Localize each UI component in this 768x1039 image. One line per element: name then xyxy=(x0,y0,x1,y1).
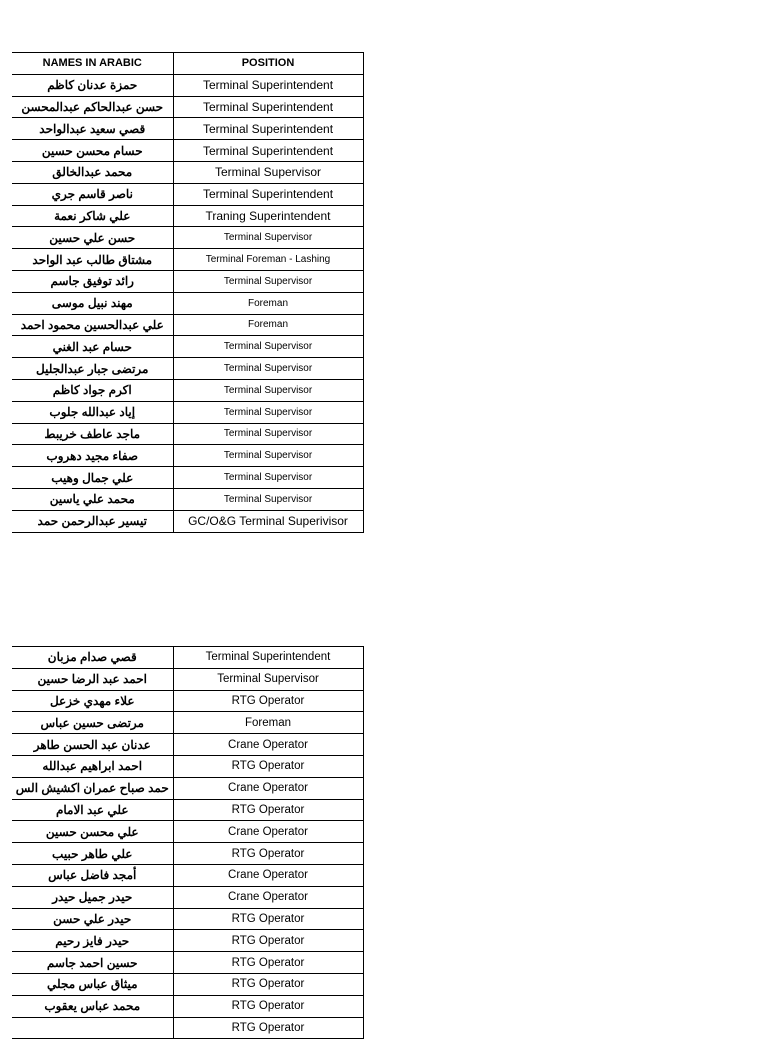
arabic-name-cell: علي محسن حسين xyxy=(12,821,173,843)
arabic-name-cell: احمد عبد الرضا حسين xyxy=(12,668,173,690)
table-row xyxy=(12,336,363,358)
position-cell: Terminal Supervisor xyxy=(173,423,363,445)
table-row xyxy=(12,908,363,930)
names-column-header: NAMES IN ARABIC xyxy=(12,53,173,75)
position-cell: Terminal Supervisor xyxy=(173,336,363,358)
arabic-name-cell: عدنان عبد الحسن طاهر xyxy=(12,734,173,756)
table-row xyxy=(12,995,363,1017)
position-cell: Terminal Supervisor xyxy=(173,358,363,380)
table-row xyxy=(12,423,363,445)
arabic-name-cell: محمد علي ياسين xyxy=(12,488,173,510)
table-row xyxy=(12,690,363,712)
arabic-name-cell: ماجد عاطف خريبط xyxy=(12,423,173,445)
arabic-name-cell: ناصر قاسم جري xyxy=(12,183,173,205)
arabic-name-cell: صفاء مجيد دهروب xyxy=(12,445,173,467)
arabic-name-cell: علي عبد الامام xyxy=(12,799,173,821)
position-cell: RTG Operator xyxy=(173,690,363,712)
table-row xyxy=(12,755,363,777)
arabic-name-cell: قصي سعيد عبدالواحد xyxy=(12,118,173,140)
table-row xyxy=(12,292,363,314)
table-row xyxy=(12,821,363,843)
position-cell: RTG Operator xyxy=(173,930,363,952)
position-cell: Terminal Superintendent xyxy=(173,74,363,96)
arabic-name-cell: مرتضى جبار عبدالجليل xyxy=(12,358,173,380)
table-row xyxy=(12,777,363,799)
table-row xyxy=(12,401,363,423)
position-cell: RTG Operator xyxy=(173,952,363,974)
arabic-name-cell: علي جمال وهيب xyxy=(12,467,173,489)
arabic-name-cell: حيدر علي حسن xyxy=(12,908,173,930)
table-row xyxy=(12,358,363,380)
arabic-name-cell: علاء مهدي خزعل xyxy=(12,690,173,712)
table-row xyxy=(12,379,363,401)
arabic-name-cell: مرتضى حسين عباس xyxy=(12,712,173,734)
position-cell: Traning Superintendent xyxy=(173,205,363,227)
arabic-name-cell: علي طاهر حبيب xyxy=(12,843,173,865)
arabic-name-cell: حسن عبدالحاكم عبدالمحسن xyxy=(12,96,173,118)
arabic-name-cell: حسين احمد جاسم xyxy=(12,952,173,974)
arabic-name-cell: حيدر جميل حيدر xyxy=(12,886,173,908)
position-cell: Terminal Superintendent xyxy=(173,647,363,669)
arabic-name-cell: محمد عبدالخالق xyxy=(12,161,173,183)
arabic-name-cell: إياد عبدالله جلوب xyxy=(12,401,173,423)
position-cell: Terminal Supervisor xyxy=(173,379,363,401)
arabic-name-cell: ميثاق عباس مجلي xyxy=(12,973,173,995)
table-row xyxy=(12,930,363,952)
table-row xyxy=(12,647,363,669)
table-row xyxy=(12,249,363,271)
table-row xyxy=(12,952,363,974)
table-row xyxy=(12,205,363,227)
table-row xyxy=(12,270,363,292)
arabic-name-cell: مهند نبيل موسى xyxy=(12,292,173,314)
table-row xyxy=(12,467,363,489)
arabic-name-cell: أمجد فاضل عباس xyxy=(12,864,173,886)
table-row xyxy=(12,488,363,510)
table-row xyxy=(12,140,363,162)
position-cell: RTG Operator xyxy=(173,843,363,865)
arabic-name-cell: حمزة عدنان كاظم xyxy=(12,74,173,96)
table-row xyxy=(12,712,363,734)
table-row xyxy=(12,74,363,96)
position-cell: Terminal Supervisor xyxy=(173,161,363,183)
table-row xyxy=(12,843,363,865)
position-cell: Crane Operator xyxy=(173,864,363,886)
arabic-name-cell: اكرم جواد كاظم xyxy=(12,379,173,401)
position-cell: Terminal Supervisor xyxy=(173,467,363,489)
position-cell: Terminal Superintendent xyxy=(173,183,363,205)
position-cell: RTG Operator xyxy=(173,799,363,821)
staff-table-secondary xyxy=(12,646,364,1039)
position-cell: Crane Operator xyxy=(173,734,363,756)
position-cell: Terminal Supervisor xyxy=(173,488,363,510)
position-cell: Terminal Superintendent xyxy=(173,96,363,118)
table-row xyxy=(12,183,363,205)
position-cell: Foreman xyxy=(173,314,363,336)
arabic-name-cell: حيدر فايز رحيم xyxy=(12,930,173,952)
arabic-name-cell: حسن علي حسين xyxy=(12,227,173,249)
table-row xyxy=(12,510,363,532)
arabic-name-cell: قصي صدام مزبان xyxy=(12,647,173,669)
position-cell: RTG Operator xyxy=(173,995,363,1017)
position-cell: GC/O&G Terminal Superivisor xyxy=(173,510,363,532)
arabic-name-cell: حسام عبد الغني xyxy=(12,336,173,358)
position-cell: Foreman xyxy=(173,292,363,314)
table-row xyxy=(12,886,363,908)
table-row xyxy=(12,96,363,118)
position-cell: Foreman xyxy=(173,712,363,734)
table-row xyxy=(12,864,363,886)
position-cell: Terminal Supervisor xyxy=(173,227,363,249)
arabic-name-cell: علي شاكر نعمة xyxy=(12,205,173,227)
table-row xyxy=(12,1017,363,1039)
table-row xyxy=(12,445,363,467)
position-cell: Terminal Supervisor xyxy=(173,401,363,423)
arabic-name-cell: رائد توفيق جاسم xyxy=(12,270,173,292)
position-cell: RTG Operator xyxy=(173,1017,363,1039)
arabic-name-cell: احمد ابراهيم عبدالله xyxy=(12,755,173,777)
position-cell: RTG Operator xyxy=(173,973,363,995)
table-row xyxy=(12,734,363,756)
position-cell: Terminal Superintendent xyxy=(173,118,363,140)
position-cell: Terminal Supervisor xyxy=(173,668,363,690)
table-row xyxy=(12,118,363,140)
table-row xyxy=(12,314,363,336)
table-row xyxy=(12,227,363,249)
position-cell: RTG Operator xyxy=(173,755,363,777)
arabic-name-cell: علي عبدالحسين محمود احمد xyxy=(12,314,173,336)
table-row xyxy=(12,973,363,995)
position-cell: Terminal Superintendent xyxy=(173,140,363,162)
position-cell: Terminal Supervisor xyxy=(173,445,363,467)
arabic-name-cell xyxy=(12,1017,173,1039)
arabic-name-cell: حمد صباح عمران اكشيش الس xyxy=(12,777,173,799)
arabic-name-cell: محمد عباس يعقوب xyxy=(12,995,173,1017)
arabic-name-cell: مشتاق طالب عبد الواحد xyxy=(12,249,173,271)
position-cell: Crane Operator xyxy=(173,886,363,908)
position-cell: Terminal Foreman - Lashing xyxy=(173,249,363,271)
position-cell: RTG Operator xyxy=(173,908,363,930)
table-row xyxy=(12,161,363,183)
staff-table-primary xyxy=(12,52,364,533)
position-cell: Crane Operator xyxy=(173,777,363,799)
table-header-row xyxy=(12,53,363,75)
arabic-name-cell: حسام محسن حسين xyxy=(12,140,173,162)
position-cell: Crane Operator xyxy=(173,821,363,843)
arabic-name-cell: تيسير عبدالرحمن حمد xyxy=(12,510,173,532)
position-column-header: POSITION xyxy=(173,53,363,75)
position-cell: Terminal Supervisor xyxy=(173,270,363,292)
table-row xyxy=(12,668,363,690)
table-row xyxy=(12,799,363,821)
